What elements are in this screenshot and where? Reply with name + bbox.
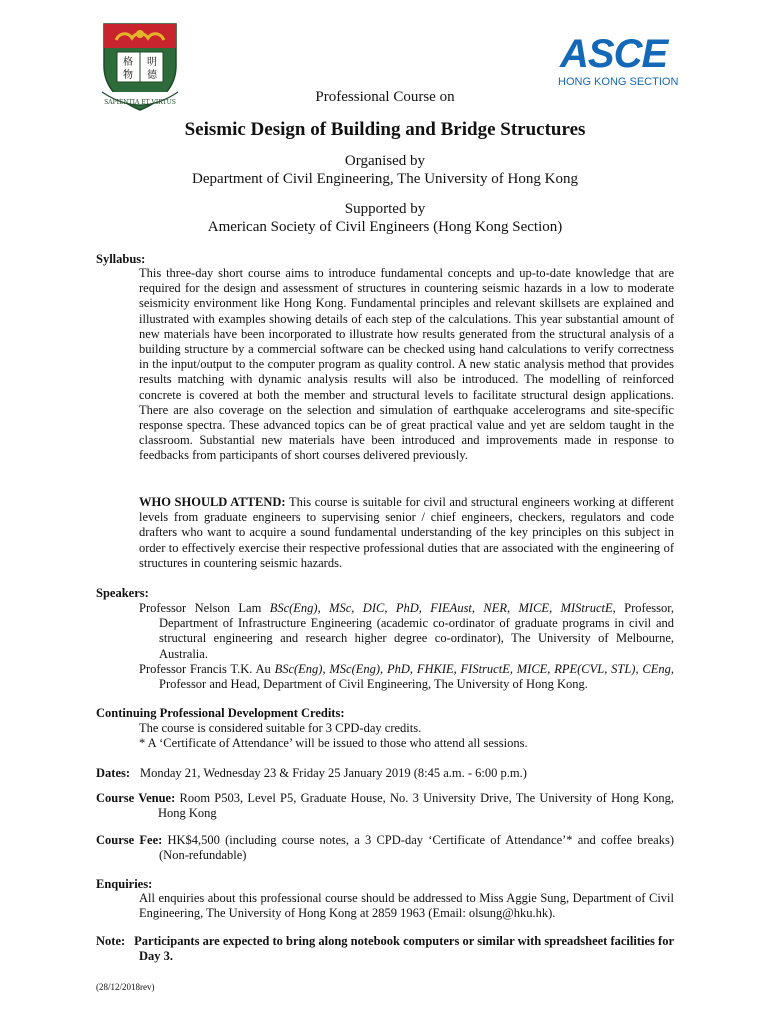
venue-row <box>96 791 674 821</box>
enquiries-text: All enquiries about this professional course should be addressed to Miss Aggie Sung, Department of Civil Engineering, The University of Hong Kong at 2859 1963 (Email: olsung@hku.hk). <box>139 891 674 921</box>
course-title: Seismic Design of Building and Bridge Structures <box>184 119 586 140</box>
course-intro: Professional Course on <box>315 89 455 105</box>
asce-wordmark: ASCE <box>560 32 668 76</box>
syllabus-text: This three-day short course aims to introduce fundamental concepts and up-to-date knowledge that are required for the design and assessment of structures in countering seismic hazards in a low to moderate seismicity environment like Hong Kong. Fundamental principles and relevant skillsets are explained and illustrated with examples showing details of each step of the calculations. This year substantial amount of new materials have been incorporated to illustrate how results generated from the structural analysis of a building structure by a commercial software can be checked using hand calculations to verify correctness in the input/output to the computer program as quality control. A new static analysis method that provides results matching with dynamic analysis results will also be introduced. The modelling of reinforced concrete is covered at both the member and structural levels to facilitate structural design applications. There are also coverage on the selection and simulation of earthquake accelerograms and site-specific response spectra. These advanced topics can be of great practical value and yet are seldom taught in the classroom. Substantial new materials have been introduced and improvements made in response to feedbacks from participants of short courses delivered previously. <box>139 266 674 463</box>
cpd-certificate-line: * A ‘Certificate of Attendance’ will be issued to those who attend all sessions. <box>139 736 528 750</box>
crest-char-2: 明 <box>147 57 157 68</box>
venue-label: Course Venue: <box>96 791 176 805</box>
dates-label: Dates: <box>96 766 131 780</box>
organised-label: Organised by <box>344 153 426 169</box>
speaker-2 <box>139 662 674 692</box>
asce-subtitle: HONG KONG SECTION <box>558 76 679 88</box>
crest-motto: SAPIENTIA ET VIRTUS <box>104 99 176 106</box>
fee-value: HK$4,500 (including course notes, a 3 CPD-day ‘Certificate of Attendance’* and coffee breaks) (Non-refundable) <box>159 833 674 863</box>
who-should-attend <box>139 495 674 571</box>
speaker-1-name: Professor Nelson Lam <box>139 601 270 615</box>
revision-stamp: (28/12/2018rev) <box>96 982 155 992</box>
speaker-2-name: Professor Francis T.K. Au <box>139 662 275 676</box>
fee-label: Course Fee: <box>96 833 163 847</box>
crest-char-1: 格 <box>123 57 133 68</box>
syllabus-heading: Syllabus: <box>96 252 146 266</box>
note-text: Participants are expected to bring along notebook computers or similar with spreadsheet facilities for Day 3. <box>134 934 674 964</box>
note-row <box>96 934 674 964</box>
supporter-name: American Society of Civil Engineers (Hong Kong Section) <box>207 219 563 235</box>
speakers-heading: Speakers: <box>96 586 149 600</box>
organiser-name: Department of Civil Engineering, The University of Hong Kong <box>192 171 578 187</box>
supported-label: Supported by <box>344 201 426 217</box>
speaker-2-qualifications: BSc(Eng), MSc(Eng), PhD, FHKIE, FIStructE, MICE, RPE(CVL, STL), CEng <box>274 662 671 676</box>
enquiries-heading: Enquiries: <box>96 877 153 891</box>
cpd-heading: Continuing Professional Development Credits: <box>96 706 345 720</box>
dates-row <box>96 766 527 781</box>
fee-row <box>96 833 674 863</box>
crest-char-3: 物 <box>123 70 133 81</box>
speaker-1-qualifications: BSc(Eng), MSc, DIC, PhD, FIEAust, NER, MICE, MIStructE <box>269 601 613 615</box>
venue-value: Room P503, Level P5, Graduate House, No. 3 University Drive, The University of Hong Kong, Hong Kong <box>158 791 674 821</box>
note-label: Note: <box>96 934 126 948</box>
asce-logo <box>548 32 679 92</box>
cpd-credits-line: The course is considered suitable for 3 CPD-day credits. <box>139 721 422 735</box>
who-should-attend-text: This course is suitable for civil and structural engineers working at different levels from graduate engineers to supervising senior / chief engineers, checkers, regulators and code drafters who want to acquire a sound fundamental understanding of the key principles on this subject in order to effectively exercise their respective professional duties that are associated with the engineering of structures in countering seismic hazards. <box>139 495 675 570</box>
speaker-1 <box>139 601 674 662</box>
speaker-2-role: , Professor and Head, Department of Civil Engineering, The University of Hong Kong. <box>159 662 674 692</box>
speaker-1-role: , Professor, Department of Infrastructure Engineering (academic co-ordinator of graduate programs in civil and structural engineering and research higher degree co-ordinator), The University of Melbourne, Australia. <box>159 601 675 661</box>
crest-char-4: 德 <box>147 70 157 81</box>
dates-value: Monday 21, Wednesday 23 & Friday 25 January 2019 (8:45 a.m. - 6:00 p.m.) <box>140 766 527 780</box>
who-should-attend-label: WHO SHOULD ATTEND: <box>139 495 286 509</box>
